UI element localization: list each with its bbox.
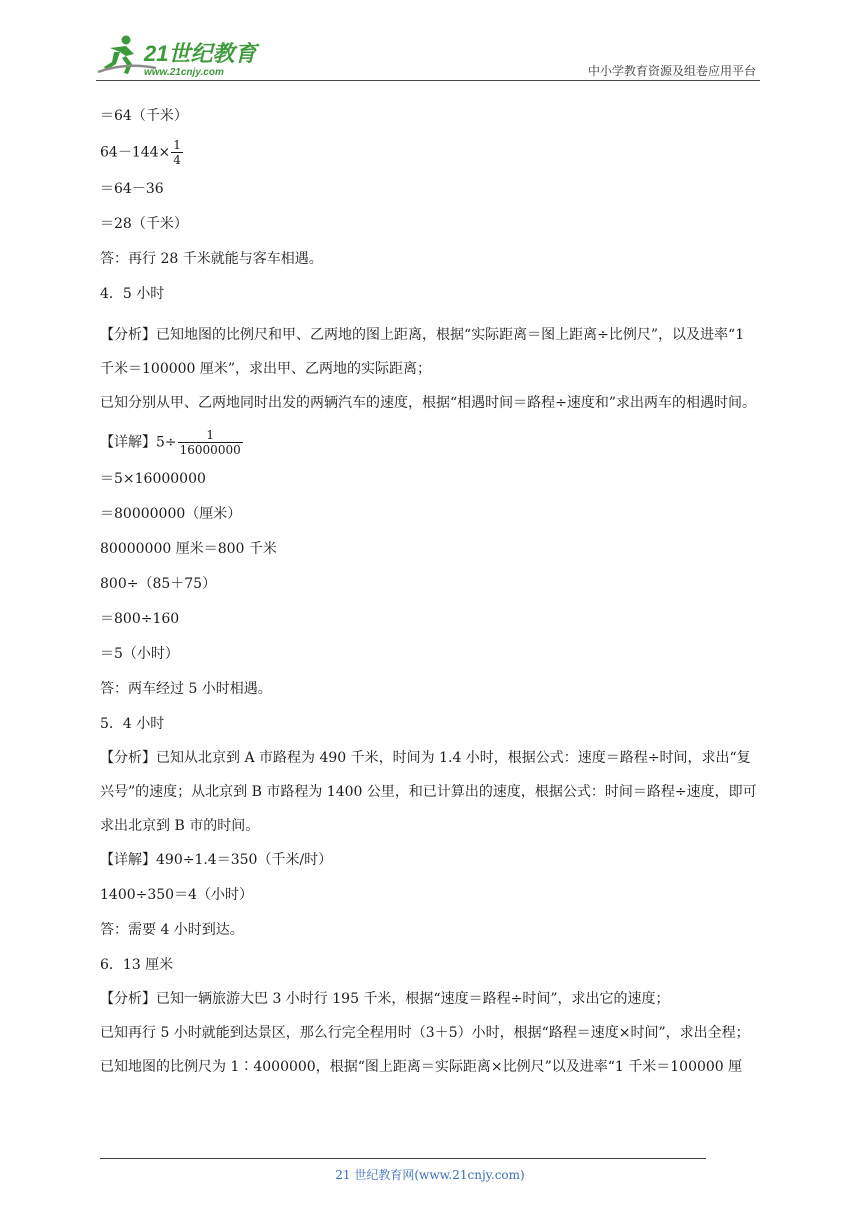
formula-text: 64－144× xyxy=(100,144,171,161)
question-heading: 6．13 厘米 xyxy=(100,957,174,973)
formula-line xyxy=(100,428,760,457)
document-body xyxy=(100,98,760,1084)
formula-text: 【详解】5÷ xyxy=(100,434,177,451)
fraction-denominator: 4 xyxy=(173,153,181,167)
analysis-paragraph: 已知再行 5 小时就能到达景区，那么行完全程用时（3＋5）小时，根据“路程＝速度×时间”，求出全程； xyxy=(100,1025,750,1041)
analysis-paragraph: 【分析】已知从北京到 A 市路程为 490 千米，时间为 1.4 小时，根据公式：速度＝路程÷时间，求出“复兴号”的速度；从北京到 B 市路程为 1400 公里，和已计算出的速度，根据公式：时间＝路程÷速度，即可求出北京到 B 市的时间。 xyxy=(100,750,757,834)
text-line: ＝28（千米） xyxy=(100,216,188,232)
text-line: 800÷（85＋75） xyxy=(100,576,217,592)
text-line: 80000000 厘米＝800 千米 xyxy=(100,541,277,557)
footer-text: 21 世纪教育网(www.21cnjy.com) xyxy=(335,1168,525,1182)
answer-line: 答：再行 28 千米就能与客车相遇。 xyxy=(100,251,323,267)
analysis-paragraph: 【分析】已知一辆旅游大巴 3 小时行 195 千米，根据“速度＝路程÷时间”，求出它的速度； xyxy=(100,991,670,1007)
header-divider xyxy=(96,80,760,81)
text-line: ＝80000000（厘米） xyxy=(100,506,242,522)
question-heading: 5．4 小时 xyxy=(100,716,165,732)
fraction-numerator: 1 xyxy=(178,428,243,443)
logo-text: 21世纪教育 xyxy=(144,41,257,66)
footer-divider xyxy=(100,1158,706,1159)
page-header xyxy=(0,0,860,82)
logo-21cnjy xyxy=(96,34,266,80)
fraction xyxy=(178,428,243,457)
fraction-denominator: 16000000 xyxy=(179,443,241,457)
answer-line: 答：两车经过 5 小时相遇。 xyxy=(100,681,272,697)
formula-line xyxy=(100,138,760,167)
text-line: ＝64（千米） xyxy=(100,108,188,124)
text-line: ＝5（小时） xyxy=(100,646,179,662)
logo-url: www.21cnjy.com xyxy=(144,67,224,78)
answer-line: 答：需要 4 小时到达。 xyxy=(100,922,244,938)
text-line: ＝5×16000000 xyxy=(100,471,206,487)
analysis-paragraph: 已知分别从甲、乙两地同时出发的两辆汽车的速度，根据“相遇时间＝路程÷速度和”求出两车的相遇时间。 xyxy=(100,395,757,411)
text-line: ＝800÷160 xyxy=(100,611,180,627)
fraction xyxy=(171,138,183,167)
text-line: ＝64－36 xyxy=(100,181,164,197)
text-line: 1400÷350＝4（小时） xyxy=(100,887,253,903)
site-label: 中小学教育资源及组卷应用平台 xyxy=(587,64,756,78)
fraction-numerator: 1 xyxy=(173,138,181,152)
text-line: 【详解】490÷1.4＝350（千米/时） xyxy=(100,852,333,868)
question-heading: 4．5 小时 xyxy=(100,286,165,302)
analysis-paragraph: 已知地图的比例尺为 1∶4000000，根据“图上距离＝实际距离×比例尺”以及进率“1 千米＝100000 厘 xyxy=(100,1059,743,1075)
analysis-paragraph: 【分析】已知地图的比例尺和甲、乙两地的图上距离，根据“实际距离＝图上距离÷比例尺”，以及进率“1 千米＝100000 厘米”，求出甲、乙两地的实际距离； xyxy=(100,327,745,377)
